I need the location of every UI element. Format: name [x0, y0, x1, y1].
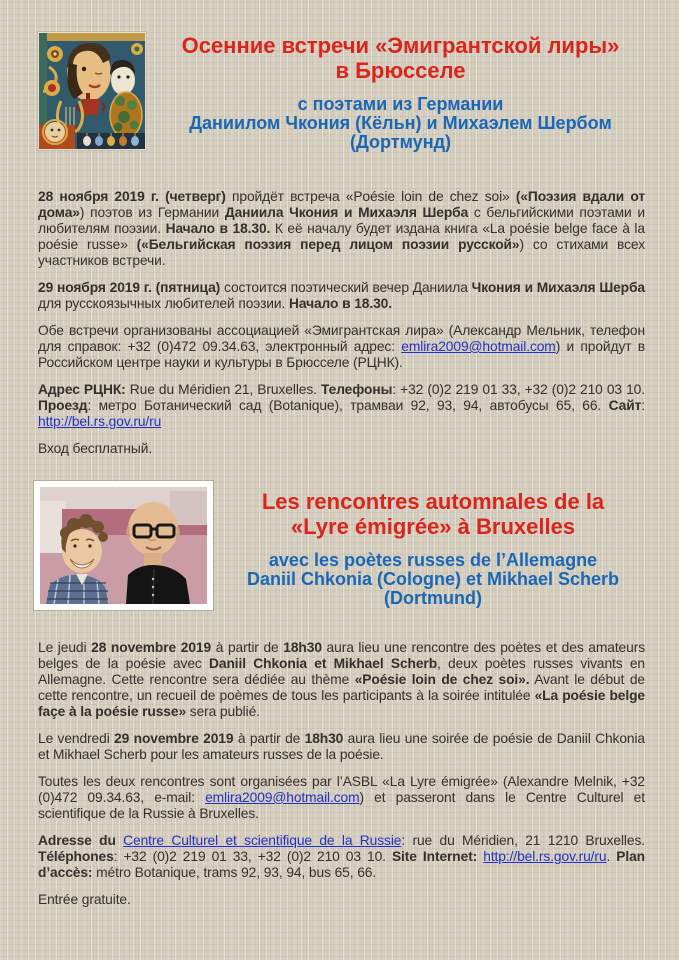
text-run: ) et passeront dans le Centre Culturel et scientifique de la Russie à Bruxelles.	[38, 790, 645, 821]
photo-image	[40, 487, 207, 604]
text-run: ) со стихами всех участников встречи.	[38, 237, 645, 268]
folk-art-image	[39, 33, 145, 149]
bold-text: Daniil Chkonia et Mikhael Scherb	[209, 656, 438, 671]
text-run: , deux poètes russes vivants en Allemagne. Cette rencontre sera dédiée au thème	[38, 656, 645, 687]
text-run: métro Botanique, trams 92, 93, 94, bus 65, 66.	[92, 865, 377, 880]
text-run: :	[641, 398, 645, 413]
text-run: с бельгийскими поэтами и любителям поэзии.	[38, 205, 645, 236]
hyperlink[interactable]: Centre Culturel et scientifique de la Russie	[123, 833, 402, 848]
bold-text: Начало в 18.30.	[165, 221, 271, 236]
paragraph	[38, 189, 645, 269]
text-run: состоится поэтический вечер Даниила	[220, 280, 472, 295]
text-run: sera publié.	[186, 704, 260, 719]
text-run: ) поэтов из Германии	[79, 205, 225, 220]
hyperlink[interactable]: http://bel.rs.gov.ru/ru	[483, 849, 607, 864]
text-run: : +32 (0)2 219 01 33, +32 (0)2 210 03 10.	[113, 849, 392, 864]
bold-text: Телефоны	[320, 382, 393, 397]
text-run: : rue du Méridien, 21 1210 Bruxelles.	[401, 833, 646, 848]
bold-text: Адрес РЦНК:	[38, 382, 126, 397]
text-run: Toutes les deux rencontres sont organisées par l’ASBL «La Lyre émigrée» (Alexandre Melnik, +32 (0)472 09.34.63, e-mail:	[38, 774, 645, 805]
title-line: в Брюсселе	[335, 58, 466, 83]
text-run: .	[606, 849, 617, 864]
title-line: Les rencontres automnales de la	[261, 489, 605, 514]
paragraph	[38, 892, 645, 908]
header-titles-fr	[213, 481, 645, 608]
subtitle-line: avec les poètes russes de l’Allemagne	[268, 550, 598, 570]
paragraph	[38, 833, 645, 881]
bold-text: Téléphones	[38, 849, 114, 864]
paragraph	[38, 774, 645, 822]
text-run: Обе встречи организованы ассоциацией «Эмигрантская лира» (Александр Мельник, телефон для справок: +32 (0)472 09.34.63, электронный адрес:	[38, 323, 645, 354]
hyperlink[interactable]: emlira2009@hotmail.com	[401, 339, 556, 354]
title-line: Осенние встречи «Эмигрантской лиры»	[181, 33, 620, 58]
text-run: для русскоязычных любителей поэзии.	[38, 296, 289, 311]
subtitle-line: (Dortmund)	[384, 588, 482, 608]
text-run: К её началу будет издана книга «La poésie belge face à la poésie russe»	[38, 221, 645, 252]
bold-text: 29 novembre 2019	[114, 731, 234, 746]
bold-text: 18h30	[304, 731, 344, 746]
subtitle-line: Даниилом Чкония (Кёльн) и Михаэлем Шербом	[189, 113, 612, 133]
body-text-fr	[38, 640, 645, 908]
text-run: Entrée gratuite.	[38, 892, 131, 907]
page-title-ru	[156, 33, 645, 83]
bold-text: Даниила Чкония и Михаэля Шерба	[224, 205, 469, 220]
bold-text: 18h30	[283, 640, 322, 655]
two-poets-photo	[34, 481, 213, 610]
text-run: ) и пройдут в Российском центре науки и культуры в Брюсселе (РЦНК).	[38, 339, 646, 370]
text-run: aura lieu une rencontre des poètes et des amateurs belges de la poésie avec	[38, 640, 645, 671]
subtitle-line: с поэтами из Германии	[297, 94, 504, 114]
text-run: aura lieu une soirée de poésie de Daniil Chkonia et Mikhael Scherb pour les amateurs russes de la poésie.	[38, 731, 646, 762]
text-run: : метро Ботанический сад (Botanique), трамваи 92, 93, 94, автобусы 65, 66.	[87, 398, 609, 413]
bold-text: Чкония и Михаэля Шерба	[471, 280, 645, 295]
header-titles-ru	[146, 31, 645, 152]
section-header-ru	[38, 31, 645, 152]
page-title-fr	[221, 489, 645, 539]
bold-text: Проезд	[38, 398, 88, 413]
bold-text: 28 ноября 2019 г. (четверг)	[38, 189, 226, 204]
paragraph	[38, 382, 645, 430]
paragraph	[38, 640, 645, 720]
bold-text: Начало в 18.30.	[288, 296, 392, 311]
text-run: пройдёт встреча «Poésie loin de chez soi»	[225, 189, 516, 204]
text-run: Вход бесплатный.	[38, 441, 153, 456]
bold-text: «Poésie loin de chez soi».	[354, 672, 530, 687]
text-run: à partir de	[233, 731, 305, 746]
section-header-fr	[38, 481, 645, 610]
bold-text: Site Internet:	[391, 849, 478, 864]
text-run: Le jeudi	[38, 640, 92, 655]
folk-art-lyre-painting	[38, 32, 146, 150]
title-line: «Lyre émigrée» à Bruxelles	[290, 514, 576, 539]
bold-text: Plan d’accès:	[38, 849, 646, 880]
text-run: Rue du Méridien 21, Bruxelles.	[125, 382, 321, 397]
page-subtitle-ru	[156, 95, 645, 152]
text-run: : +32 (0)2 219 01 33, +32 (0)2 210 03 10.	[392, 382, 645, 397]
hyperlink[interactable]: emlira2009@hotmail.com	[205, 790, 360, 805]
bold-text: «La poésie belge façe à la poésie russe»	[38, 688, 645, 719]
text-run: Le vendredi	[38, 731, 115, 746]
bold-text: («Поэзия вдали от дома»	[38, 189, 645, 220]
paragraph	[38, 441, 645, 457]
hyperlink[interactable]: http://bel.rs.gov.ru/ru	[38, 414, 162, 429]
bold-text: («Бельгийская поэзия перед лицом поэзии русской»	[136, 237, 520, 252]
text-run: Avant le début de cette rencontre, un recueil de poèmes de tous les participants à la soirée intitulée	[38, 672, 645, 703]
subtitle-line: Daniil Chkonia (Cologne) et Mikhael Scherb	[246, 569, 620, 589]
bold-text: 28 novembre 2019	[91, 640, 212, 655]
bold-text: Сайт	[608, 398, 642, 413]
paragraph	[38, 280, 645, 312]
text-run: à partir de	[211, 640, 284, 655]
body-text-ru	[38, 189, 645, 457]
page-subtitle-fr	[221, 551, 645, 608]
paragraph	[38, 323, 645, 371]
bold-text: 29 ноября 2019 г. (пятница)	[38, 280, 221, 295]
bold-text: Adresse du	[38, 833, 124, 848]
subtitle-line: (Дортмунд)	[350, 132, 451, 152]
paragraph	[38, 731, 645, 763]
